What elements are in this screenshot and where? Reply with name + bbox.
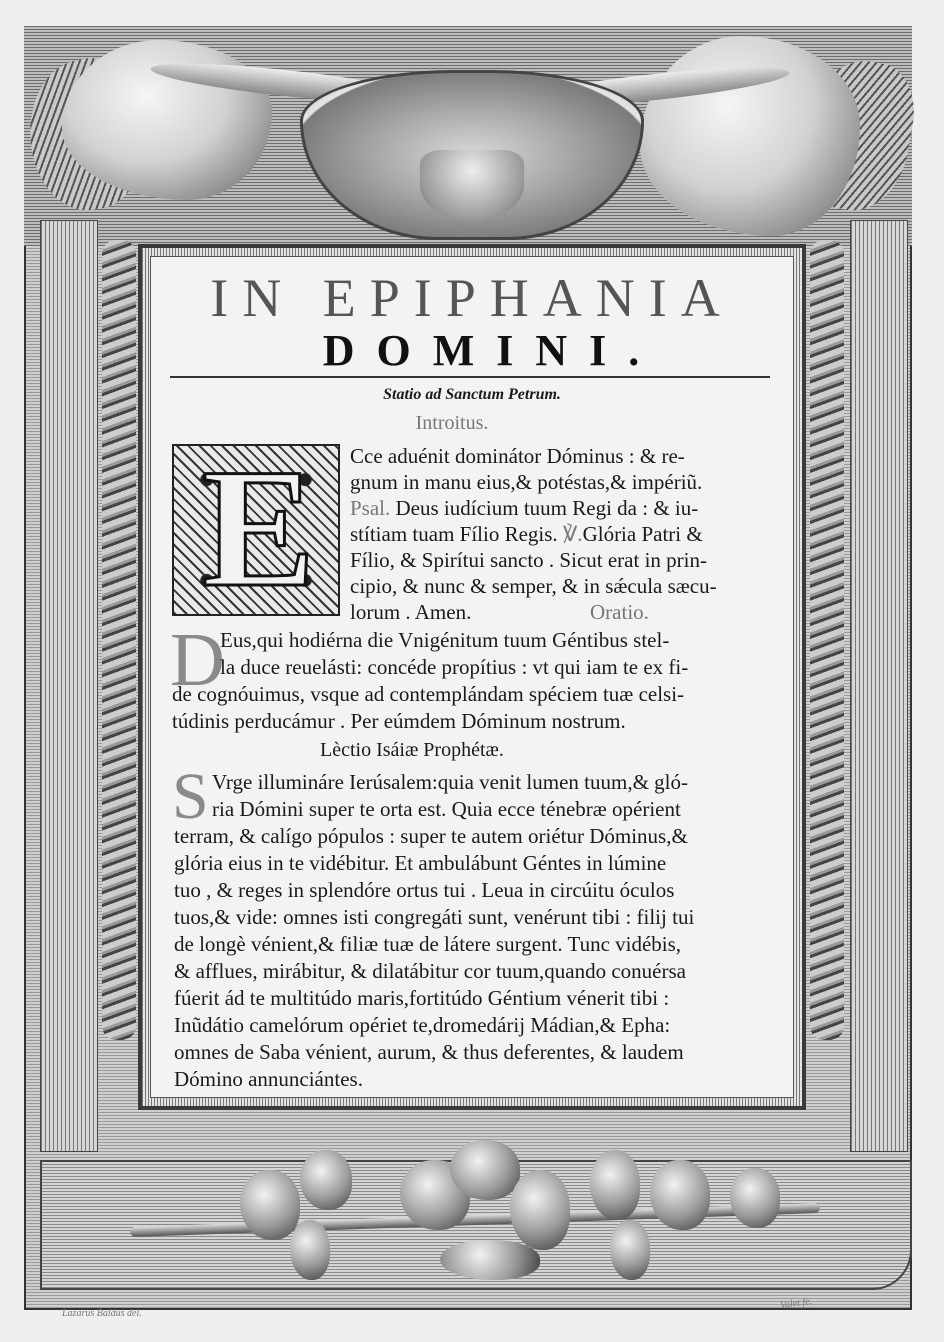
statio-subtitle: Statio ad Sanctum Petrum. bbox=[383, 386, 561, 403]
ornamental-dropcap-E: E bbox=[172, 444, 340, 616]
introitus-line-5: Fílio, & Spirítui sancto . Sicut erat in prin- bbox=[350, 548, 707, 572]
dropcap-S: S bbox=[172, 760, 209, 833]
oratio-line-4: túdinis perducámur . Per eúmdem Dóminum nostrum. bbox=[172, 709, 626, 733]
page-title-line1: IN EPIPHANIA bbox=[210, 268, 734, 328]
right-pilaster bbox=[850, 220, 908, 1152]
rose-icon bbox=[450, 1140, 520, 1200]
psalm-text: Deus iudícium tuum Regi da : & iu- bbox=[395, 496, 699, 520]
lectio-line-12: Dómino annunciántes. bbox=[174, 1067, 363, 1091]
introitus-line-1: Cce aduénit dominátor Dóminus : & re- bbox=[350, 444, 685, 468]
dropcap-D: D bbox=[170, 618, 225, 702]
introitus-line-6: cipio, & nunc & semper, & in sǽcula sæcu- bbox=[350, 574, 717, 598]
lectio-line-5: tuo , & reges in splendóre ortus tui . Leua in circúitu óculos bbox=[174, 878, 675, 902]
introitus-heading: Introitus. bbox=[415, 412, 489, 434]
lectio-line-4: glória eius in te vidébitur. Et ambulábunt Géntes in lúmine bbox=[174, 851, 667, 875]
versicle-symbol: ℣. bbox=[562, 522, 583, 546]
right-cherub bbox=[640, 36, 860, 236]
ribbon-bow-icon bbox=[440, 1240, 540, 1280]
title-rule bbox=[170, 376, 770, 378]
lily-icon bbox=[650, 1160, 710, 1230]
introitus-line-2: gnum in manu eius,& potéstas,& impériũ. bbox=[350, 470, 703, 494]
credit-engraver: Valet fe. bbox=[779, 1295, 813, 1312]
introitus-line-3 bbox=[350, 495, 698, 521]
left-garland bbox=[102, 240, 136, 1040]
lectio-heading: Lèctio Isáiæ Prophétæ. bbox=[320, 739, 504, 761]
page-title-line2: DOMINI. bbox=[322, 326, 662, 375]
psalm-label: Psal. bbox=[350, 496, 396, 520]
lectio-line-11: omnes de Saba vénient, aurum, & thus deferentes, & laudem bbox=[174, 1040, 684, 1064]
lectio-line-8: & afflues, mirábitur, & dilatábitur cor tuum,quando conuérsa bbox=[174, 959, 686, 983]
oratio-label: Oratio. bbox=[590, 600, 649, 624]
lily-icon bbox=[590, 1150, 640, 1220]
introitus-line-7: lorum . Amen. Oratio. bbox=[350, 600, 649, 624]
lectio-line-1: Vrge illumináre Ierúsalem:quia venit lumen tuum,& gló- bbox=[212, 770, 688, 794]
lectio-line-6: tuos,& vide: omnes isti congregáti sunt, venérunt tibi : filij tui bbox=[174, 905, 695, 929]
oratio-line-1: Eus,qui hodiérna die Vnigénitum tuum Géntibus stel- bbox=[220, 628, 670, 652]
oratio-line-3: de cognóuimus, vsque ad contemplándam spéciem tuæ celsi- bbox=[172, 682, 685, 706]
lily-icon bbox=[290, 1220, 330, 1280]
lily-icon bbox=[240, 1170, 300, 1240]
urn-ornament bbox=[420, 150, 524, 220]
lily-icon bbox=[610, 1220, 650, 1280]
lectio-line-3: terram, & calígo pópulos : super te autem oriétur Dóminus,& bbox=[174, 824, 688, 848]
right-garland bbox=[810, 240, 844, 1040]
credit-designer: Lazarus Baldus del. bbox=[62, 1308, 142, 1319]
lily-icon bbox=[300, 1150, 352, 1210]
introitus-line-4: stítiam tuam Fílio Regis. ℣.Glória Patri & bbox=[350, 522, 703, 546]
lectio-line-10: Inũdátio camelórum opériet te,dromedárij Mádian,& Epha: bbox=[174, 1013, 671, 1037]
oratio-line-2: la duce reuelásti: concéde propítius : vt qui iam te ex fi- bbox=[220, 655, 689, 679]
rose-icon bbox=[510, 1170, 570, 1250]
lectio-line-7: de longè vénient,& filiæ tuæ de látere surgent. Tunc vidébis, bbox=[174, 932, 682, 956]
lectio-line-2: ria Dómini super te orta est. Quia ecce ténebræ opérient bbox=[212, 797, 681, 821]
lily-icon bbox=[730, 1168, 780, 1228]
left-pilaster bbox=[40, 220, 98, 1152]
lectio-line-9: fúerit ád te multitúdo maris,fortitúdo Géntium vénerit tibi : bbox=[174, 986, 670, 1010]
